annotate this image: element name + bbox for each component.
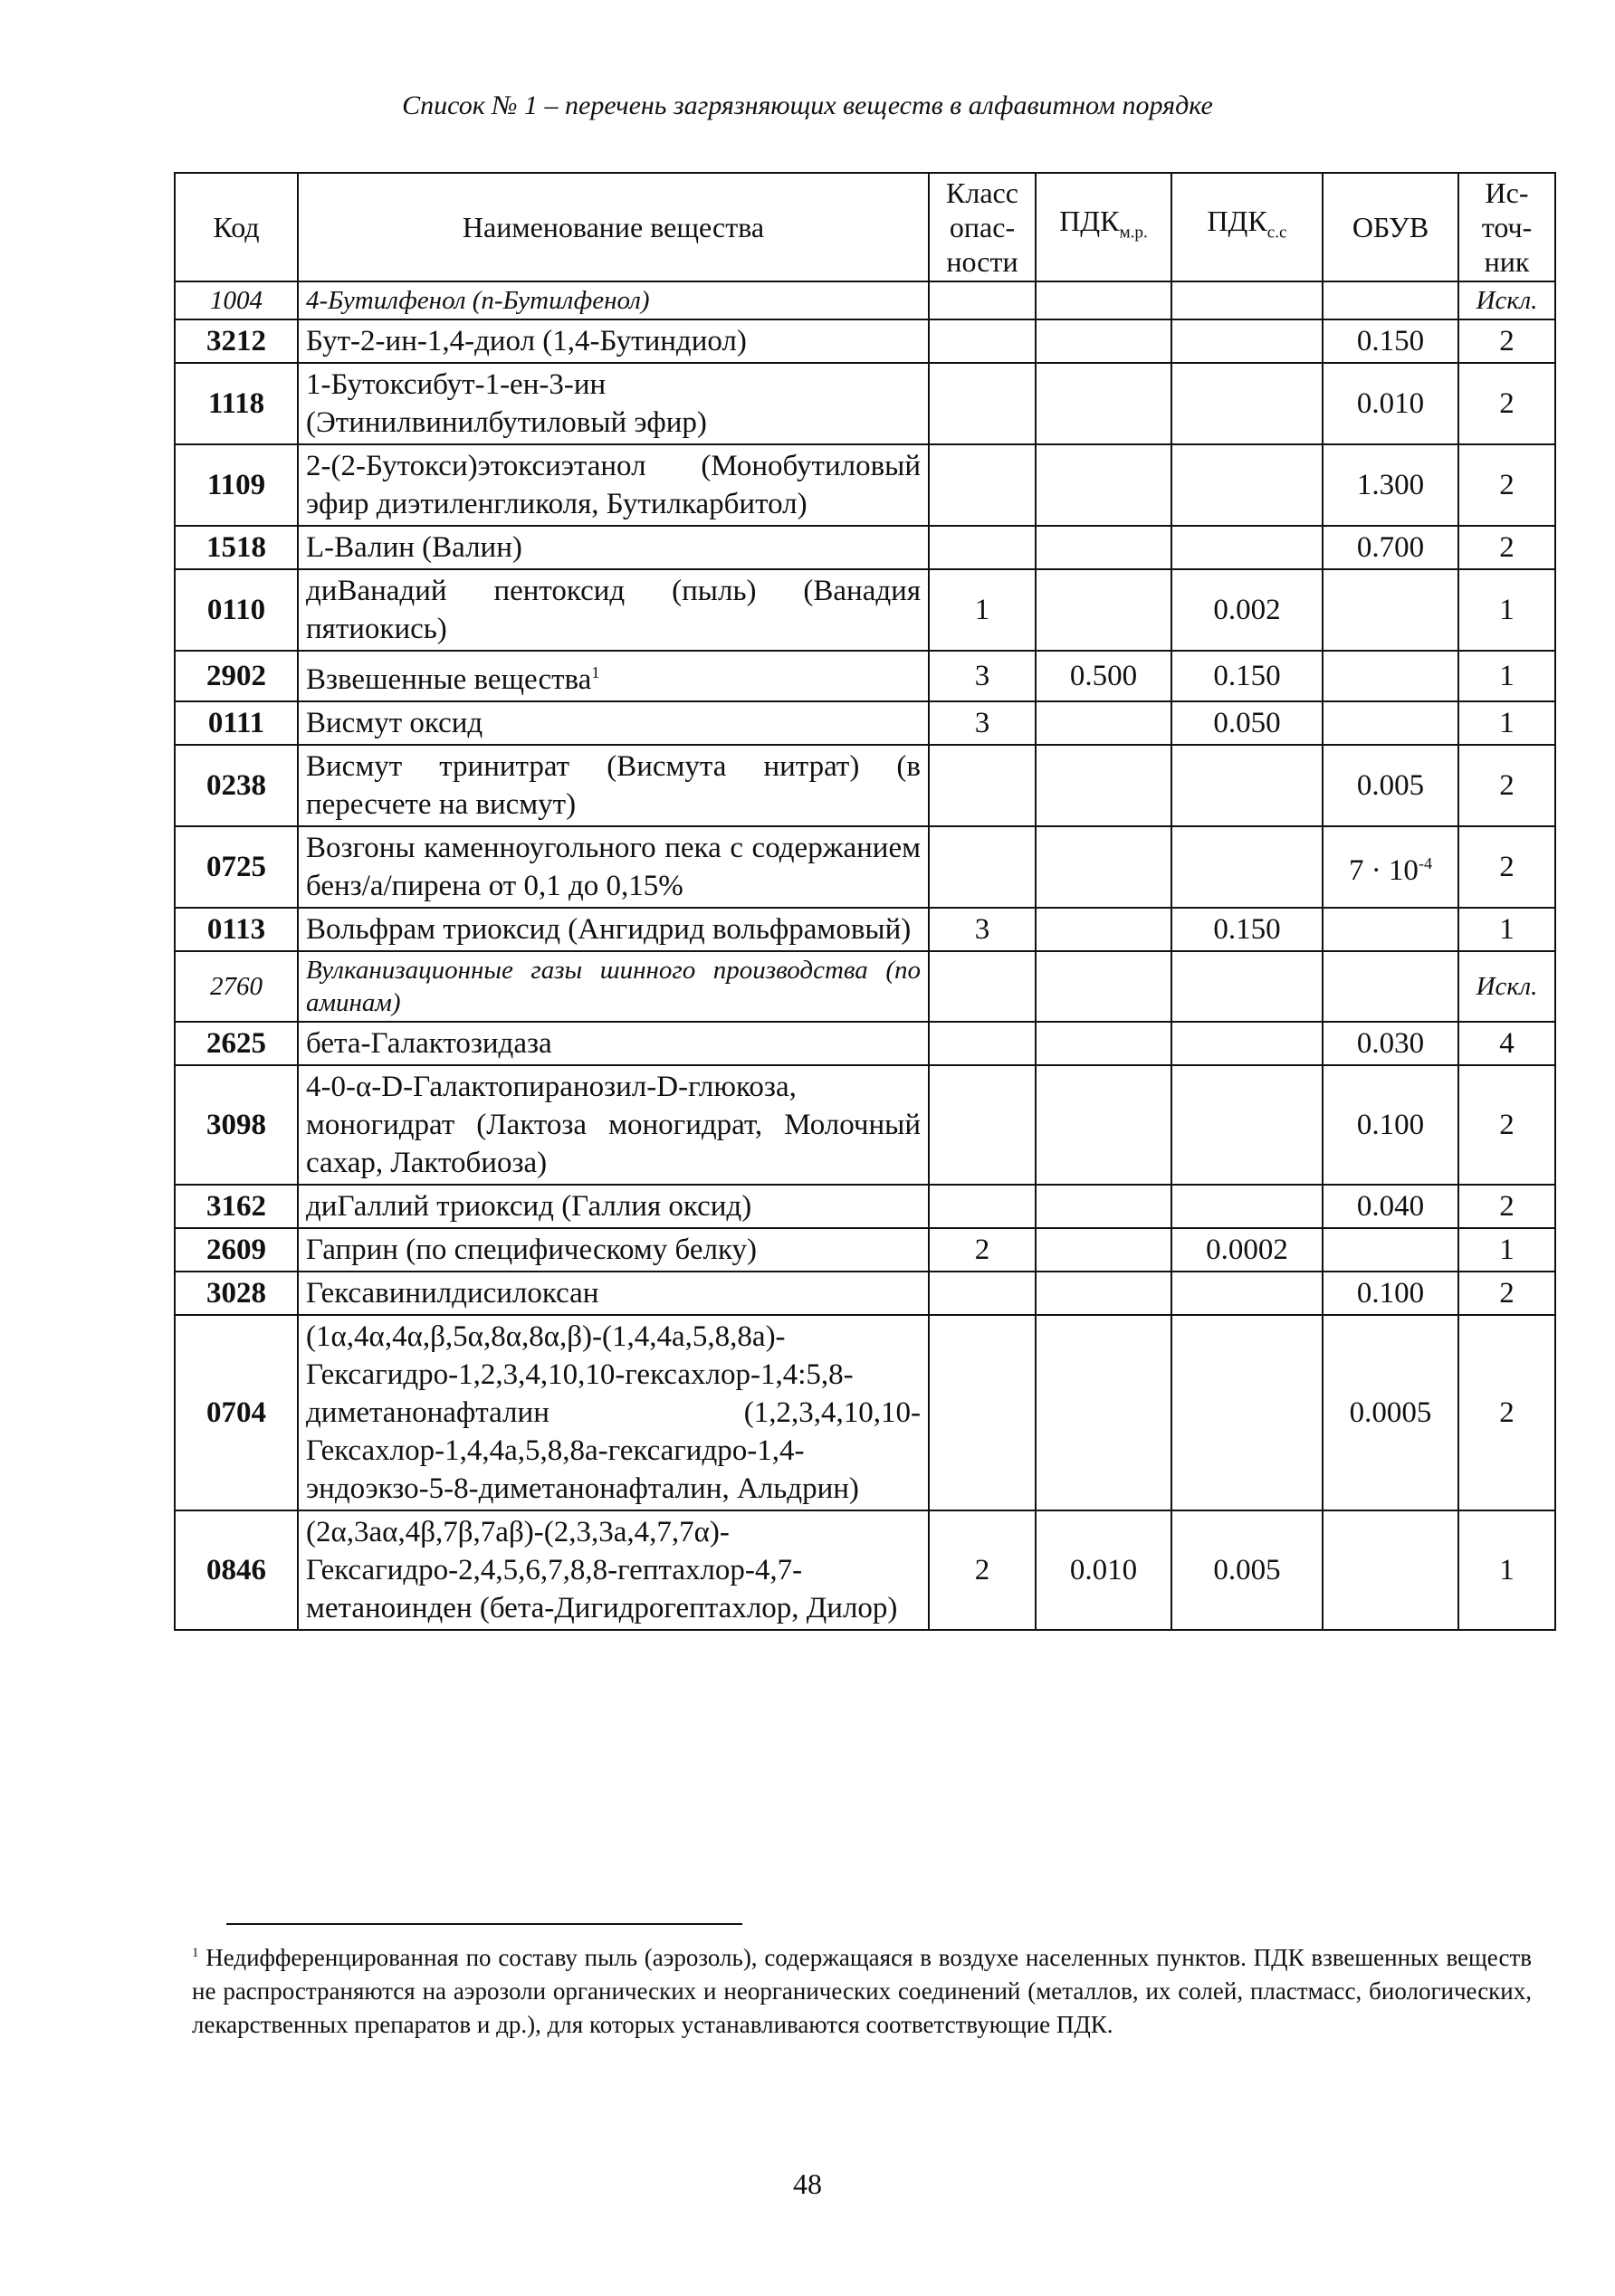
table-row	[175, 951, 1555, 1022]
pdk-ss-cell-text: 0.050	[1213, 707, 1281, 739]
obuv-cell	[1323, 1185, 1458, 1228]
obuv-cell-text: 0.040	[1356, 1190, 1425, 1223]
source-cell-text: 2	[1499, 469, 1515, 501]
code-cell-text: 0113	[206, 913, 266, 946]
pdk-ss-cell	[1171, 1510, 1323, 1630]
source-cell-text: 1	[1499, 913, 1515, 946]
pdk-ss-cell	[1171, 1228, 1323, 1272]
header-pdk-ss	[1171, 173, 1323, 281]
pdk-ss-cell-text: 0.005	[1213, 1554, 1281, 1586]
table-row	[175, 569, 1555, 651]
pdk-ss-cell-text: 0.150	[1213, 913, 1281, 946]
pdk-mr-cell	[1036, 745, 1171, 826]
substance-name-cell	[298, 281, 929, 319]
table-row	[175, 1065, 1555, 1185]
substance-name-cell-text: диВанадий пентоксид (пыль) (Ванадия пятиокись)	[306, 575, 921, 645]
pdk-ss-cell	[1171, 526, 1323, 569]
substance-name-cell-text: Возгоны каменноугольного пека с содержанием бенз/а/пирена от 0,1 до 0,15%	[306, 832, 921, 902]
substance-name-cell-text: Висмут тринитрат (Висмута нитрат) (в пересчете на висмут)	[306, 750, 921, 821]
table-body	[175, 281, 1555, 1630]
pdk-mr-cell	[1036, 1272, 1171, 1315]
substance-name-cell	[298, 1065, 929, 1185]
obuv-cell	[1323, 951, 1458, 1022]
obuv-cell	[1323, 826, 1458, 908]
obuv-cell	[1323, 1022, 1458, 1065]
substance-name-cell-text: L-Валин (Валин)	[306, 531, 522, 564]
table-row	[175, 526, 1555, 569]
obuv-cell-text: 0.100	[1356, 1109, 1425, 1141]
footnote-divider	[226, 1923, 742, 1925]
source-cell	[1458, 526, 1555, 569]
substance-name-cell	[298, 1228, 929, 1272]
code-cell	[175, 319, 298, 363]
substance-name-cell-text: Вулканизационные газы шинного производства (по аминам)	[306, 956, 921, 1017]
source-cell	[1458, 1510, 1555, 1630]
header-hazard-class: Класс опас- ности	[929, 173, 1036, 281]
substance-name-cell-text: 2-(2-Бутокси)этоксиэтанол (Монобутиловый эфир диэтиленгликоля, Бутилкарбитол)	[306, 450, 921, 520]
substance-name-cell-text: 4-0-α-D-Галактопиранозил-D-глюкоза, моногидрат (Лактоза моногидрат, Молочный сахар, Лактобиоза)	[306, 1071, 921, 1179]
table-row	[175, 444, 1555, 526]
code-cell	[175, 1022, 298, 1065]
source-cell	[1458, 701, 1555, 745]
header-obuv: ОБУВ	[1323, 173, 1458, 281]
table-row	[175, 908, 1555, 951]
pdk-ss-cell-text: 0.002	[1213, 594, 1281, 626]
pdk-mr-cell-text: 0.500	[1069, 660, 1138, 692]
pdk-mr-cell	[1036, 651, 1171, 701]
table-row	[175, 1185, 1555, 1228]
footnote-ref: 1	[591, 663, 600, 681]
substance-name-cell	[298, 951, 929, 1022]
source-cell	[1458, 826, 1555, 908]
hazard-class-cell	[929, 1272, 1036, 1315]
source-cell	[1458, 1022, 1555, 1065]
header-pdk-mr-sub: м.р.	[1119, 223, 1148, 243]
source-cell-text: 4	[1499, 1027, 1515, 1060]
page-title: Список № 1 – перечень загрязняющих веществ в алфавитном порядке	[402, 91, 1213, 120]
hazard-class-cell	[929, 1510, 1036, 1630]
pdk-ss-cell	[1171, 826, 1323, 908]
source-cell	[1458, 1272, 1555, 1315]
pdk-mr-cell	[1036, 281, 1171, 319]
code-cell	[175, 1065, 298, 1185]
substance-name-cell	[298, 444, 929, 526]
source-cell	[1458, 1228, 1555, 1272]
table-row	[175, 281, 1555, 319]
code-cell-text: 0238	[206, 769, 266, 802]
substance-name-cell-text: (2α,3aα,4β,7β,7aβ)-(2,3,3а,4,7,7α)-Гексагидро-2,4,5,6,7,8,8-гептахлор-4,7-метаноинден (бета-Дигидрогептахлор, Дилор)	[306, 1516, 898, 1624]
source-cell	[1458, 951, 1555, 1022]
obuv-cell	[1323, 701, 1458, 745]
hazard-class-cell	[929, 319, 1036, 363]
pdk-mr-cell	[1036, 826, 1171, 908]
code-cell-text: 2760	[210, 972, 263, 1001]
source-cell-text: 2	[1499, 1109, 1515, 1141]
obuv-cell-text: 0.0005	[1349, 1396, 1432, 1429]
table-row	[175, 745, 1555, 826]
code-cell	[175, 1228, 298, 1272]
source-cell	[1458, 363, 1555, 444]
obuv-cell	[1323, 1315, 1458, 1510]
code-cell-text: 1118	[207, 387, 265, 420]
hazard-class-cell	[929, 526, 1036, 569]
hazard-class-cell	[929, 1315, 1036, 1510]
table-row	[175, 319, 1555, 363]
source-cell	[1458, 1315, 1555, 1510]
obuv-cell	[1323, 1228, 1458, 1272]
code-cell-text: 0111	[207, 707, 265, 739]
code-cell	[175, 1315, 298, 1510]
exponent: -4	[1418, 854, 1433, 872]
code-cell	[175, 951, 298, 1022]
pdk-ss-cell	[1171, 1065, 1323, 1185]
source-cell	[1458, 319, 1555, 363]
hazard-class-cell	[929, 1065, 1036, 1185]
table-row	[175, 1228, 1555, 1272]
pdk-ss-cell	[1171, 319, 1323, 363]
pdk-mr-cell	[1036, 1185, 1171, 1228]
pdk-mr-cell	[1036, 1510, 1171, 1630]
obuv-cell	[1323, 526, 1458, 569]
pdk-ss-cell	[1171, 1022, 1323, 1065]
obuv-cell-text: 0.010	[1356, 387, 1425, 420]
hazard-class-cell	[929, 569, 1036, 651]
code-cell	[175, 1185, 298, 1228]
code-cell	[175, 651, 298, 701]
obuv-cell	[1323, 908, 1458, 951]
source-cell-text: 1	[1499, 707, 1515, 739]
code-cell	[175, 1272, 298, 1315]
substance-name-cell-text: Бут-2-ин-1,4-диол (1,4-Бутиндиол)	[306, 325, 747, 357]
table-row	[175, 363, 1555, 444]
header-pdk-ss-label: ПДК	[1207, 205, 1267, 238]
obuv-cell-text: 0.700	[1356, 531, 1425, 564]
substance-name-cell-text: Гексавинилдисилоксан	[306, 1277, 599, 1310]
code-cell-text: 2902	[206, 660, 266, 692]
hazard-class-cell	[929, 951, 1036, 1022]
pdk-mr-cell	[1036, 444, 1171, 526]
obuv-cell	[1323, 1272, 1458, 1315]
table-row	[175, 701, 1555, 745]
pdk-ss-cell	[1171, 951, 1323, 1022]
obuv-cell	[1323, 745, 1458, 826]
substance-name-cell	[298, 1185, 929, 1228]
pdk-mr-cell	[1036, 1065, 1171, 1185]
obuv-cell-text: 7 · 10	[1348, 854, 1419, 887]
hazard-class-cell-text: 3	[974, 707, 990, 739]
pdk-mr-cell-text: 0.010	[1069, 1554, 1138, 1586]
pdk-mr-cell	[1036, 908, 1171, 951]
source-cell	[1458, 569, 1555, 651]
source-cell-text: 2	[1499, 531, 1515, 564]
hazard-class-cell	[929, 826, 1036, 908]
source-cell	[1458, 1065, 1555, 1185]
obuv-cell	[1323, 651, 1458, 701]
hazard-class-cell	[929, 281, 1036, 319]
pdk-ss-cell-text: 0.150	[1213, 660, 1281, 692]
substance-name-cell-text: 1-Бутоксибут-1-ен-3-ин (Этинилвинилбутиловый эфир)	[306, 368, 707, 439]
source-cell-text: 1	[1499, 1554, 1515, 1586]
source-cell-text: 1	[1499, 594, 1515, 626]
table-row	[175, 1510, 1555, 1630]
source-cell	[1458, 908, 1555, 951]
substance-name-cell	[298, 1315, 929, 1510]
pdk-ss-cell	[1171, 1272, 1323, 1315]
source-cell	[1458, 651, 1555, 701]
substance-name-cell	[298, 651, 929, 701]
table-row	[175, 1315, 1555, 1510]
code-cell-text: 3212	[206, 325, 266, 357]
table-row	[175, 1272, 1555, 1315]
obuv-cell-text: 0.150	[1356, 325, 1425, 357]
obuv-cell	[1323, 281, 1458, 319]
code-cell-text: 3098	[206, 1109, 266, 1141]
code-cell-text: 0725	[206, 851, 266, 883]
substance-name-cell	[298, 1272, 929, 1315]
obuv-cell	[1323, 319, 1458, 363]
pdk-mr-cell	[1036, 701, 1171, 745]
pdk-ss-cell	[1171, 1315, 1323, 1510]
source-cell	[1458, 444, 1555, 526]
substance-name-cell	[298, 526, 929, 569]
substance-name-cell	[298, 745, 929, 826]
pdk-mr-cell	[1036, 526, 1171, 569]
header-pdk-mr	[1036, 173, 1171, 281]
hazard-class-cell	[929, 444, 1036, 526]
pdk-mr-cell	[1036, 1228, 1171, 1272]
code-cell	[175, 701, 298, 745]
hazard-class-cell	[929, 363, 1036, 444]
page-number: 48	[793, 2167, 822, 2200]
table-row	[175, 651, 1555, 701]
substance-name-cell-text: (1α,4α,4α,β,5α,8α,8α,β)-(1,4,4а,5,8,8а)-Гексагидро-1,2,3,4,10,10-гексахлор-1,4:5,8-диметанонафталин (1,2,3,4,10,10-Гексахлор-1,4,4а,5,8,8а-гексагидро-1,4-эндоэкзо-5-8-диметанонафталин, Альдрин)	[306, 1320, 921, 1505]
substance-name-cell	[298, 1022, 929, 1065]
source-cell	[1458, 281, 1555, 319]
pdk-ss-cell-text: 0.0002	[1206, 1234, 1288, 1266]
obuv-cell	[1323, 1510, 1458, 1630]
code-cell-text: 2625	[206, 1027, 266, 1060]
code-cell-text: 0110	[206, 594, 266, 626]
code-cell-text: 1004	[210, 286, 263, 315]
code-cell-text: 0846	[206, 1554, 266, 1586]
obuv-cell-text: 1.300	[1356, 469, 1425, 501]
code-cell-text: 1518	[206, 531, 266, 564]
substance-name-cell	[298, 826, 929, 908]
substance-name-cell-text: диГаллий триоксид (Галлия оксид)	[306, 1190, 752, 1223]
table-row	[175, 1022, 1555, 1065]
code-cell	[175, 1510, 298, 1630]
table-row	[175, 826, 1555, 908]
substance-name-cell-text: Вольфрам триоксид (Ангидрид вольфрамовый)	[306, 913, 912, 946]
code-cell	[175, 526, 298, 569]
obuv-cell	[1323, 363, 1458, 444]
code-cell-text: 3162	[206, 1190, 266, 1223]
hazard-class-cell-text: 2	[974, 1234, 990, 1266]
substance-name-cell-text: Взвешенные вещества	[306, 663, 592, 696]
table-header-row	[175, 173, 1555, 281]
code-cell	[175, 908, 298, 951]
source-cell	[1458, 1185, 1555, 1228]
source-cell-text: 2	[1499, 769, 1515, 802]
hazard-class-cell-text: 3	[974, 913, 990, 946]
obuv-cell-text: 0.005	[1356, 769, 1425, 802]
obuv-cell	[1323, 1065, 1458, 1185]
substance-name-cell	[298, 363, 929, 444]
pdk-ss-cell	[1171, 745, 1323, 826]
pdk-mr-cell	[1036, 951, 1171, 1022]
substance-name-cell-text: Гаприн (по специфическому белку)	[306, 1234, 758, 1266]
pdk-ss-cell	[1171, 569, 1323, 651]
footnote	[192, 1937, 1532, 2042]
substance-name-cell-text: 4-Бутилфенол (п-Бутилфенол)	[306, 286, 650, 315]
hazard-class-cell	[929, 1228, 1036, 1272]
pdk-ss-cell	[1171, 701, 1323, 745]
source-cell-text: 1	[1499, 1234, 1515, 1266]
code-cell	[175, 826, 298, 908]
hazard-class-cell-text: 1	[974, 594, 990, 626]
source-cell-text: 2	[1499, 1190, 1515, 1223]
pdk-ss-cell	[1171, 281, 1323, 319]
pdk-mr-cell	[1036, 569, 1171, 651]
header-name: Наименование вещества	[298, 173, 929, 281]
code-cell	[175, 281, 298, 319]
source-cell-text: 2	[1499, 1396, 1515, 1429]
hazard-class-cell-text: 2	[974, 1554, 990, 1586]
footnote-marker: 1	[192, 1946, 199, 1960]
hazard-class-cell	[929, 651, 1036, 701]
code-cell	[175, 745, 298, 826]
header-pdk-mr-label: ПДК	[1059, 205, 1120, 238]
code-cell	[175, 363, 298, 444]
pdk-ss-cell	[1171, 1185, 1323, 1228]
hazard-class-cell	[929, 701, 1036, 745]
source-cell-text: Искл.	[1476, 972, 1538, 1001]
obuv-cell-text: 0.030	[1356, 1027, 1425, 1060]
pdk-ss-cell	[1171, 908, 1323, 951]
hazard-class-cell	[929, 1022, 1036, 1065]
substance-name-cell-text: бета-Галактозидаза	[306, 1027, 552, 1060]
source-cell-text: 1	[1499, 660, 1515, 692]
obuv-cell	[1323, 569, 1458, 651]
header-pdk-ss-sub: с.с	[1266, 223, 1287, 243]
footnote-text: Недифференцированная по составу пыль (аэрозоль), содержащаяся в воздухе населенных пунктов. ПДК взвешенных веществ не распространяются на аэрозоли органических и неорганических соединений (металлов, их солей, пластмасс, биологических, лекарственных препаратов и др.), для которых устанавливаются соответствующие ПДК.	[192, 1944, 1532, 2038]
header-source: Ис- точ- ник	[1458, 173, 1555, 281]
pdk-mr-cell	[1036, 363, 1171, 444]
code-cell	[175, 444, 298, 526]
source-cell-text: 2	[1499, 325, 1515, 357]
pdk-mr-cell	[1036, 319, 1171, 363]
substance-name-cell	[298, 908, 929, 951]
hazard-class-cell	[929, 908, 1036, 951]
header-code: Код	[175, 173, 298, 281]
source-cell-text: 2	[1499, 851, 1515, 883]
code-cell-text: 0704	[206, 1396, 266, 1429]
code-cell	[175, 569, 298, 651]
pdk-ss-cell	[1171, 444, 1323, 526]
substance-name-cell	[298, 319, 929, 363]
pdk-mr-cell	[1036, 1022, 1171, 1065]
pdk-ss-cell	[1171, 651, 1323, 701]
hazard-class-cell	[929, 745, 1036, 826]
substance-name-cell	[298, 1510, 929, 1630]
substances-table	[174, 172, 1556, 1631]
code-cell-text: 1109	[206, 469, 266, 501]
obuv-cell-text: 0.100	[1356, 1277, 1425, 1310]
source-cell-text: 2	[1499, 387, 1515, 420]
source-cell	[1458, 745, 1555, 826]
obuv-cell	[1323, 444, 1458, 526]
code-cell-text: 3028	[206, 1277, 266, 1310]
source-cell-text: 2	[1499, 1277, 1515, 1310]
pdk-mr-cell	[1036, 1315, 1171, 1510]
hazard-class-cell-text: 3	[974, 660, 990, 692]
substance-name-cell-text: Висмут оксид	[306, 707, 483, 739]
pdk-ss-cell	[1171, 363, 1323, 444]
substance-name-cell	[298, 569, 929, 651]
hazard-class-cell	[929, 1185, 1036, 1228]
substance-name-cell	[298, 701, 929, 745]
source-cell-text: Искл.	[1476, 286, 1538, 315]
code-cell-text: 2609	[206, 1234, 266, 1266]
